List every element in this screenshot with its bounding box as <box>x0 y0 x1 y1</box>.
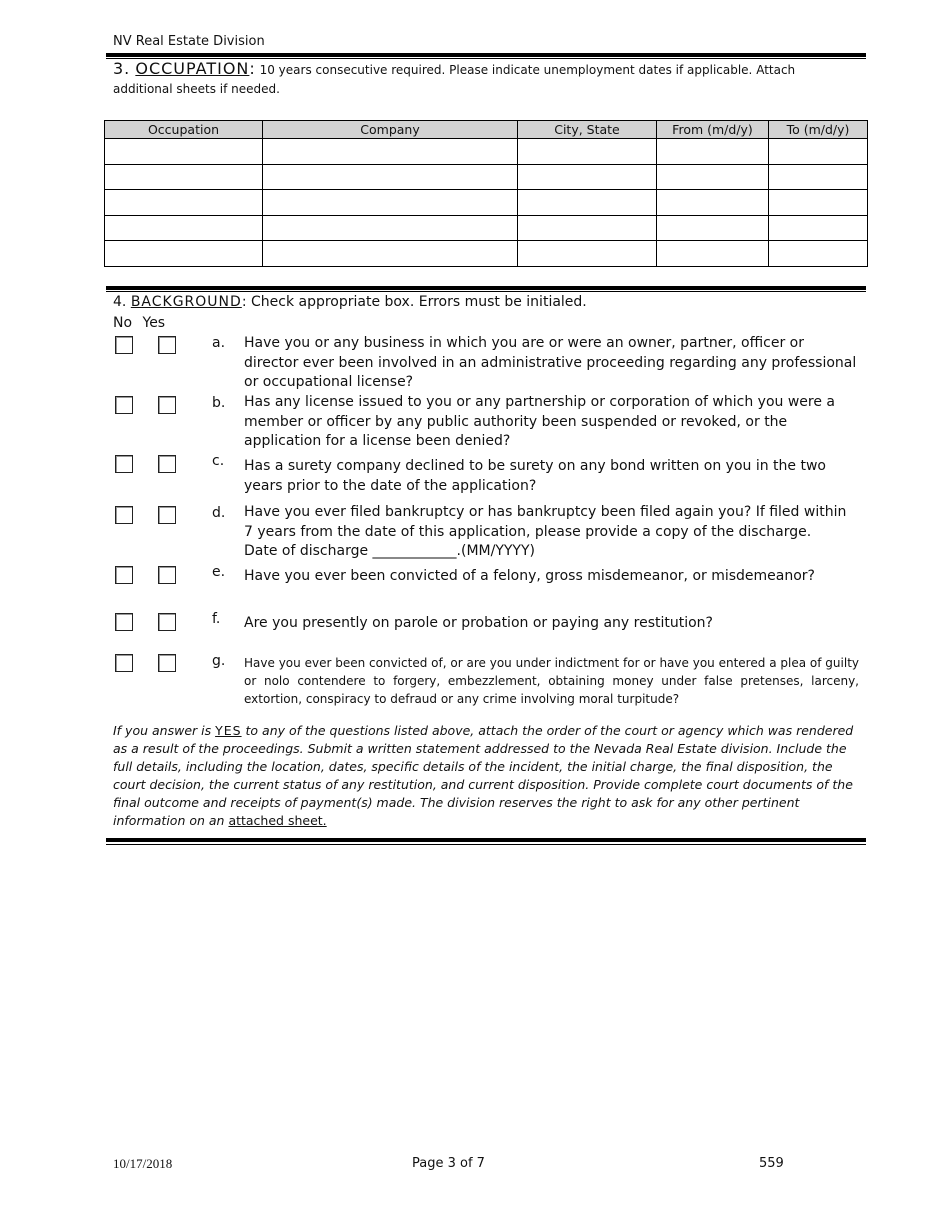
from-date-cell[interactable] <box>657 190 769 216</box>
question-c-text: Has a surety company declined to be surety on any bond written on you in the two years prior to the date of the application? <box>244 458 826 494</box>
footer-page-number: Page 3 of 7 <box>412 1156 485 1171</box>
question-d-text: Have you ever filed bankruptcy or has bankruptcy been filed again you? If filed within 7 years from the date of this application, please provide a copy of the discharge. <box>244 504 847 540</box>
occupation-title: OCCUPATION <box>135 59 250 78</box>
occupation-cell[interactable] <box>105 241 263 267</box>
background-title: BACKGROUND <box>130 294 242 310</box>
question-b-yes-checkbox[interactable] <box>158 396 176 414</box>
occupation-cell[interactable] <box>105 164 263 190</box>
question-g-no-checkbox[interactable] <box>115 654 133 672</box>
header-rule <box>106 53 866 57</box>
company-cell[interactable] <box>263 215 518 241</box>
background-instruction: : Check appropriate box. Errors must be initialed. <box>241 294 587 310</box>
column-header-to: To (m/d/y) <box>769 121 868 139</box>
section-end-rule-thin <box>106 844 866 845</box>
from-date-cell[interactable] <box>657 164 769 190</box>
question-c-yes-checkbox[interactable] <box>158 455 176 473</box>
company-cell[interactable] <box>263 164 518 190</box>
footer-form-number: 559 <box>759 1156 784 1171</box>
table-row <box>105 215 868 241</box>
question-e-letter: e. <box>212 564 226 580</box>
column-header-company: Company <box>263 121 518 139</box>
section-end-rule <box>106 838 866 842</box>
table-row <box>105 164 868 190</box>
question-f-letter: f. <box>212 611 221 627</box>
question-g-letter: g. <box>212 653 226 669</box>
column-header-occupation: Occupation <box>105 121 263 139</box>
to-date-cell[interactable] <box>769 241 868 267</box>
table-row <box>105 139 868 165</box>
occupation-section-heading <box>113 60 853 98</box>
notice-intro: If you answer is <box>113 723 216 738</box>
question-d-letter: d. <box>212 505 226 521</box>
background-number: 4. <box>113 294 127 310</box>
occupation-colon: : <box>249 59 256 78</box>
city-state-cell[interactable] <box>518 241 657 267</box>
occupation-cell[interactable] <box>105 190 263 216</box>
discharge-date-field[interactable]: Date of discharge ____________.(MM/YYYY) <box>244 543 535 559</box>
occupation-cell[interactable] <box>105 215 263 241</box>
section-divider-thin <box>106 291 866 292</box>
question-a-text: Have you or any business in which you are or were an owner, partner, officer or director ever been involved in an administrative proceeding regarding any professional or occupational license? <box>244 335 857 390</box>
question-f-text: Are you presently on parole or probation or paying any restitution? <box>244 615 713 631</box>
table-row <box>105 241 868 267</box>
city-state-cell[interactable] <box>518 190 657 216</box>
city-state-cell[interactable] <box>518 164 657 190</box>
question-d-no-checkbox[interactable] <box>115 506 133 524</box>
question-e-text: Have you ever been convicted of a felony, gross misdemeanor, or misdemeanor? <box>244 568 815 584</box>
question-c-no-checkbox[interactable] <box>115 455 133 473</box>
to-date-cell[interactable] <box>769 215 868 241</box>
from-date-cell[interactable] <box>657 215 769 241</box>
table-row <box>105 190 868 216</box>
section-divider <box>106 286 866 290</box>
column-header-city-state: City, State <box>518 121 657 139</box>
city-state-cell[interactable] <box>518 215 657 241</box>
company-cell[interactable] <box>263 241 518 267</box>
to-date-cell[interactable] <box>769 190 868 216</box>
occupation-cell[interactable] <box>105 139 263 165</box>
question-f-yes-checkbox[interactable] <box>158 613 176 631</box>
to-date-cell[interactable] <box>769 139 868 165</box>
question-a-yes-checkbox[interactable] <box>158 336 176 354</box>
question-d-block <box>244 503 859 562</box>
question-e-yes-checkbox[interactable] <box>158 566 176 584</box>
occupation-table <box>104 120 868 267</box>
question-g-yes-checkbox[interactable] <box>158 654 176 672</box>
question-a-no-checkbox[interactable] <box>115 336 133 354</box>
notice-body: to any of the questions listed above, attach the order of the court or agency which was rendered as a result of the proceedings. Submit a written statement addressed to the Nevada Real Estate division. Include the full details, including the location, dates, specific details of the incident, the initial charge, the final disposition, the court decision, the current status of any restitution, and current disposition. Provide complete court documents of the final outcome and receipts of payment(s) made. The division reserves the right to ask for any other pertinent information on an <box>113 723 854 828</box>
from-date-cell[interactable] <box>657 241 769 267</box>
question-c-letter: c. <box>212 453 225 469</box>
column-header-from: From (m/d/y) <box>657 121 769 139</box>
question-b-text: Has any license issued to you or any partnership or corporation of which you were a member or officer by any public authority been suspended or revoked, or the application for a license been denied? <box>244 394 835 449</box>
question-a-letter: a. <box>212 335 226 351</box>
question-d-yes-checkbox[interactable] <box>158 506 176 524</box>
from-date-cell[interactable] <box>657 139 769 165</box>
question-f-no-checkbox[interactable] <box>115 613 133 631</box>
attached-sheet-link[interactable]: attached sheet. <box>228 813 327 828</box>
company-cell[interactable] <box>263 139 518 165</box>
yes-answer-notice <box>113 722 863 830</box>
question-g-text: Have you ever been convicted of, or are you under indictment for or have you entered a plea of guilty or nolo contendere to forgery, embezzlement, obtaining money under false pretenses, larceny, extortion, conspiracy to defraud or any crime involving moral turpitude? <box>244 656 859 706</box>
question-b-letter: b. <box>212 395 226 411</box>
occupation-note: 10 years consecutive required. Please indicate unemployment dates if applicable. Attach additional sheets if needed. <box>113 63 796 96</box>
header-organization: NV Real Estate Division <box>113 34 265 49</box>
occupation-number: 3. <box>113 59 131 78</box>
question-e-no-checkbox[interactable] <box>115 566 133 584</box>
notice-yes: YES <box>215 723 242 738</box>
footer-date: 10/17/2018 <box>113 1156 173 1171</box>
answer-column-labels <box>113 315 165 331</box>
no-label: No <box>113 315 133 331</box>
city-state-cell[interactable] <box>518 139 657 165</box>
to-date-cell[interactable] <box>769 164 868 190</box>
question-b-no-checkbox[interactable] <box>115 396 133 414</box>
background-section-heading <box>113 294 587 310</box>
yes-label: Yes <box>142 315 166 331</box>
company-cell[interactable] <box>263 190 518 216</box>
